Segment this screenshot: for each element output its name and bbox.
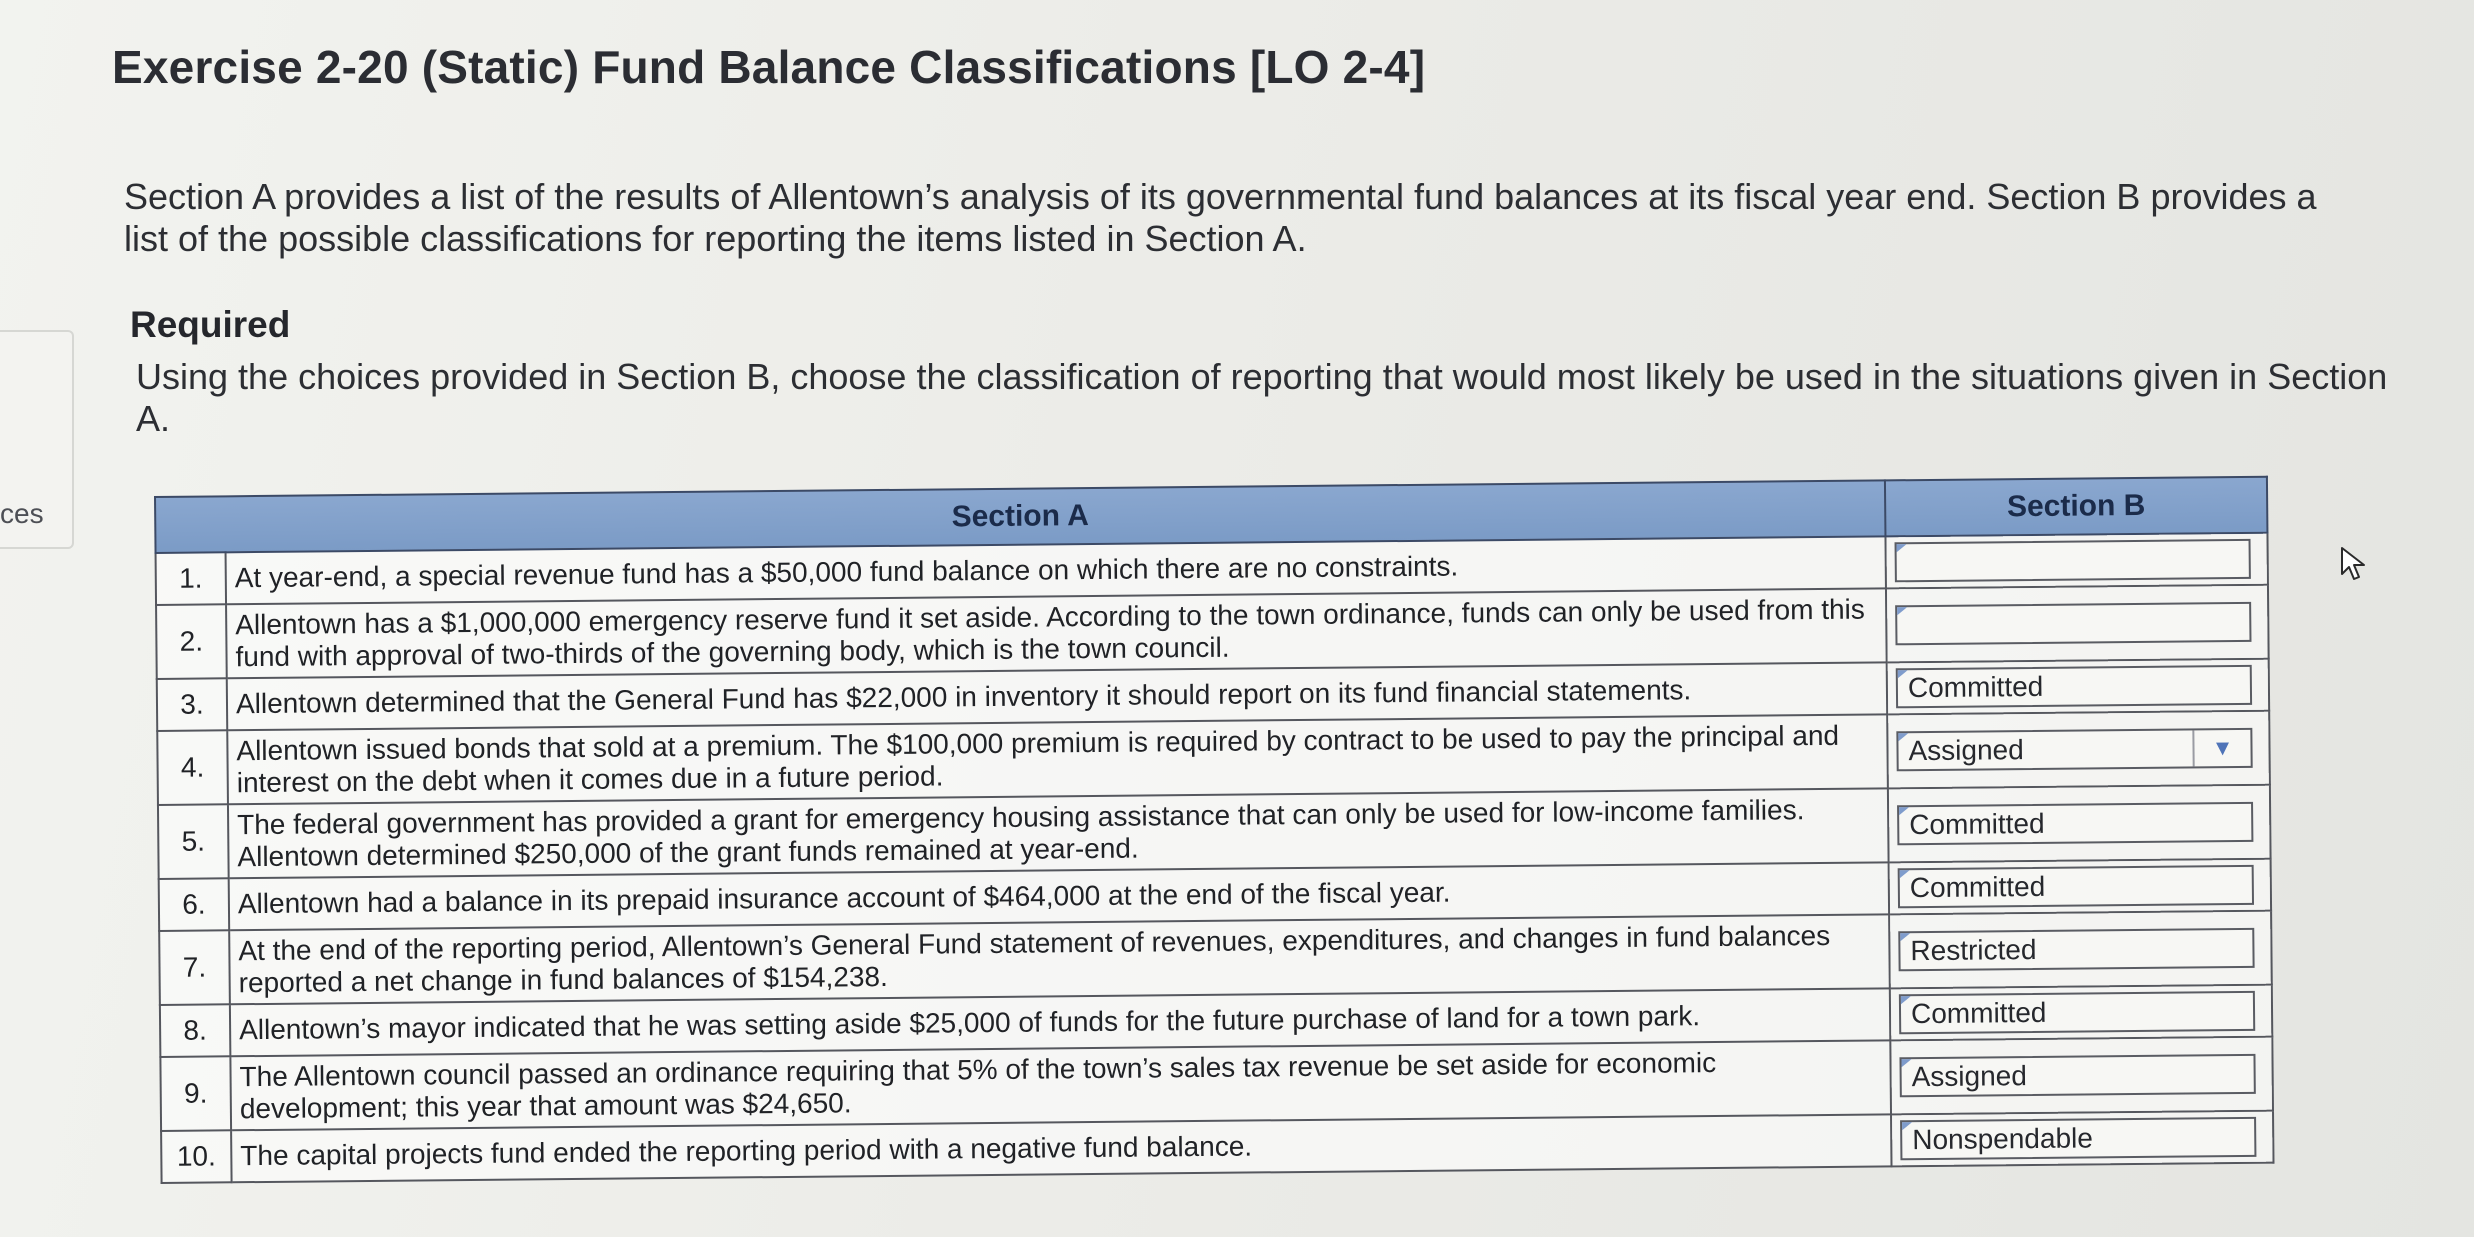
selected-value: Assigned [1911, 1060, 2027, 1093]
row-description: The federal government has provided a grant for emergency housing assistance that can only be used for low-income families. Allentown determined $250,000 of the grant funds remained at year-end. [228, 788, 1889, 878]
row-description: The Allentown council passed an ordinance requiring that 5% of the town’s sales tax revenue be set aside for economic development; this year that amount was $24,650. [230, 1040, 1891, 1130]
row-description: Allentown has a $1,000,000 emergency reserve fund it set aside. According to the town ordinance, funds can only be used from this fund with approval of two-thirds of the governing body, which is the town council. [226, 588, 1887, 678]
chevron-down-icon[interactable]: ▼ [2192, 730, 2250, 767]
classification-select[interactable] [1895, 602, 2251, 645]
classification-select[interactable] [1897, 802, 2253, 845]
side-panel-label[interactable]: ces [0, 498, 44, 529]
row-description: Allentown had a balance in its prepaid insurance account of $464,000 at the end of the fiscal year. [229, 862, 1889, 930]
classification-select[interactable] [1896, 728, 2252, 771]
row-number: 1. [156, 552, 226, 605]
row-number: 10. [161, 1130, 231, 1183]
row-description: Allentown issued bonds that sold at a premium. The $100,000 premium is required by contract to be used to pay the principal and interest on the debt when it comes due in a future period. [227, 714, 1888, 804]
row-description: The capital projects fund ended the reporting period with a negative fund balance. [231, 1114, 1891, 1182]
row-description: Allentown determined that the General Fund has $22,000 in inventory it should report on its fund financial statements. [227, 662, 1887, 730]
row-number: 9. [160, 1056, 231, 1131]
row-description: At year-end, a special revenue fund has a $50,000 fund balance on which there are no constraints. [226, 536, 1886, 604]
classification-table-wrapper [154, 476, 2272, 1172]
row-number: 6. [159, 878, 229, 931]
selected-value: Committed [1907, 670, 2044, 704]
row-number: 4. [157, 730, 228, 805]
intro-paragraph: Section A provides a list of the results of Allentown’s analysis of its governmental fund balances at its fiscal year end. Section B provides a list of the possible classifications for reporting the items listed in Section A. [124, 176, 2317, 259]
selected-value: Committed [1909, 807, 2045, 841]
selected-value: Nonspendable [1912, 1122, 2093, 1156]
header-section-b: Section B [1885, 477, 2268, 537]
selected-value: Assigned [1908, 734, 2024, 767]
row-number: 3. [157, 678, 227, 731]
row-number: 7. [159, 930, 230, 1005]
classification-select[interactable] [1899, 991, 2255, 1034]
required-heading: Required [130, 304, 291, 345]
selected-value: Restricted [1910, 933, 2037, 967]
row-description: At the end of the reporting period, Allentown’s General Fund statement of revenues, expenditures, and changes in fund balances reported a net change in fund balances of $154,238. [229, 914, 1890, 1004]
row-description: Allentown’s mayor indicated that he was setting aside $25,000 of funds for the future purchase of land for a town park. [230, 988, 1890, 1056]
classification-select[interactable] [1898, 865, 2254, 908]
classification-select[interactable] [1895, 539, 2251, 582]
row-number: 8. [160, 1004, 230, 1057]
row-number: 5. [158, 804, 229, 879]
classification-select[interactable] [1898, 928, 2254, 971]
page-title: Exercise 2-20 (Static) Fund Balance Classifications [LO 2-4] [112, 41, 1426, 93]
row-number: 2. [156, 604, 227, 679]
classification-table [154, 476, 2275, 1184]
classification-select[interactable] [1896, 665, 2252, 708]
selected-value: Committed [1909, 870, 2046, 904]
header-section-a: Section A [155, 480, 1885, 553]
required-instructions: Using the choices provided in Section B, choose the classification of reporting that would most likely be used in the situations given in Section A. [136, 356, 2388, 439]
classification-select[interactable] [1900, 1117, 2256, 1160]
selected-value: Committed [1910, 996, 2047, 1030]
mouse-pointer-icon [2336, 544, 2376, 584]
classification-select[interactable] [1899, 1054, 2255, 1097]
